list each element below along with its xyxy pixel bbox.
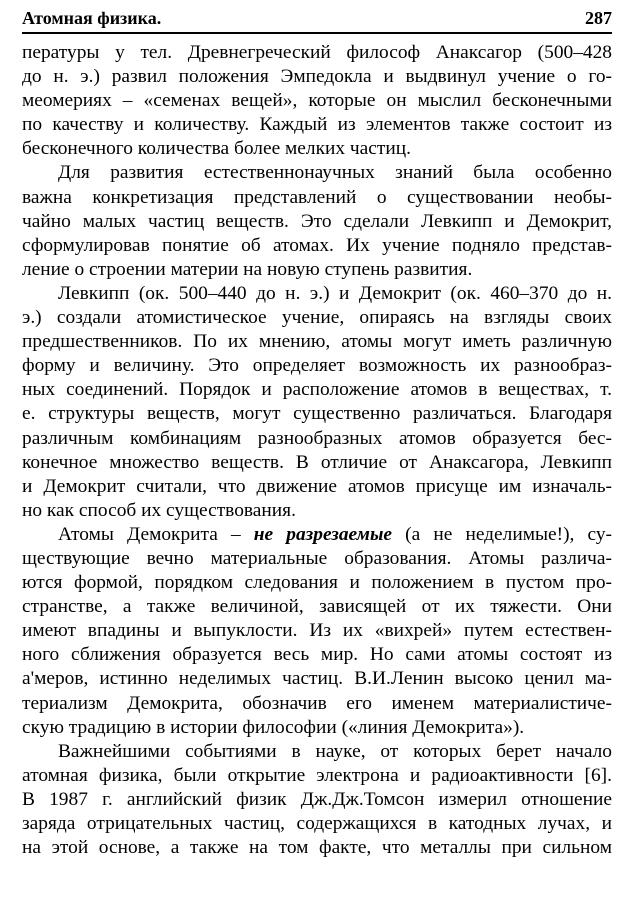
text-line: форму и величину. Это определяет возможность их разнообраз- (22, 355, 612, 377)
text-line: а'меров, истинно неделимых частиц. В.И.Ленин высоко ценил ма- (22, 668, 612, 690)
text-line: скую традицию в истории философии («линия Демокрита»). (22, 716, 525, 738)
running-header (22, 6, 612, 34)
text-line: заряда отрицательных частиц, содержащихся в катодных лучах, и (22, 813, 612, 834)
text-line: предшественников. По их мнению, атомы могут иметь различную (22, 331, 612, 353)
text-line: и Демокрит считали, что движение атомов присуще им изначаль- (22, 475, 612, 497)
text-segment: (а не неделимые!), су- (392, 523, 612, 545)
text-line: до н. э.) развил положения Эмпедокла и выдвинул учение о го- (22, 66, 612, 88)
emphasized-term: не разрезаемые (253, 523, 393, 545)
text-line: Левкипп (ок. 500–440 до н. э.) и Демокрит (ок. 460–370 до н. (58, 282, 612, 304)
text-line: ных соединений. Порядок и расположение атомов в веществах, т. (22, 379, 612, 401)
text-line: ются формой, порядком следования и положением в пустом про- (22, 572, 612, 594)
text-line: териализм Демокрита, обозначив его именем материалистиче- (22, 692, 612, 714)
text-line: странстве, а также величиной, зависящей от их тяжести. Они (22, 596, 612, 618)
text-line: имеют впадины и выпуклости. Из их «вихрей» путем естествен- (22, 620, 612, 642)
text-line: э.) создали атомистическое учение, опираясь на взгляды своих (22, 307, 612, 329)
text-line: по качеству и количеству. Каждый из элементов также состоит из (22, 114, 612, 136)
text-line: ление о строении материи на новую ступень развития. (22, 258, 473, 280)
text-segment: Атомы Демокрита – (58, 523, 254, 545)
text-line: различным комбинациям разнообразных атомов образуется бес- (22, 427, 612, 449)
page-number: 287 (585, 8, 612, 28)
text-line: Важнейшими событиями в науке, от которых берет начало (58, 740, 612, 762)
text-line: атомная физика, были открытие электрона и радиоактивности [6]. (22, 764, 612, 786)
text-line: меомериях – «семенах вещей», которые он мыслил бесконечными (22, 90, 612, 112)
text-line: Для развития естественнонаучных знаний была особенно (58, 162, 612, 184)
text-line: ществующие вечно материальные образования. Атомы различа- (22, 547, 612, 569)
text-line: пературы у тел. Древнегреческий философ Анаксагор (500–428 (22, 42, 612, 63)
text-line: но как способ их существования. (22, 499, 296, 521)
text-line: на этой основе, а также на том факте, что металлы при сильном (22, 837, 612, 859)
text-line: конечное множество веществ. В отличие от Анаксагора, Левкипп (22, 451, 612, 473)
text-line: чайно малых частиц веществ. Это сделали Левкипп и Демокрит, (22, 210, 612, 232)
text-line: важна конкретизация представлений о существовании необы- (22, 186, 612, 208)
text-line: ного сближения образуется весь мир. Но сами атомы состоят из (22, 644, 612, 666)
text-line: В 1987 г. английский физик Дж.Дж.Томсон измерил отношение (22, 788, 612, 810)
text-line: сформулировав понятие об атомах. Их учение подняло представ- (22, 234, 612, 256)
text-line: е. структуры веществ, могут существенно различаться. Благодаря (22, 403, 612, 425)
text-line: бесконечного количества более мелких частиц. (22, 138, 411, 160)
chapter-title: Атомная физика. (22, 8, 162, 28)
page-body (22, 41, 612, 860)
text-line (22, 523, 612, 547)
